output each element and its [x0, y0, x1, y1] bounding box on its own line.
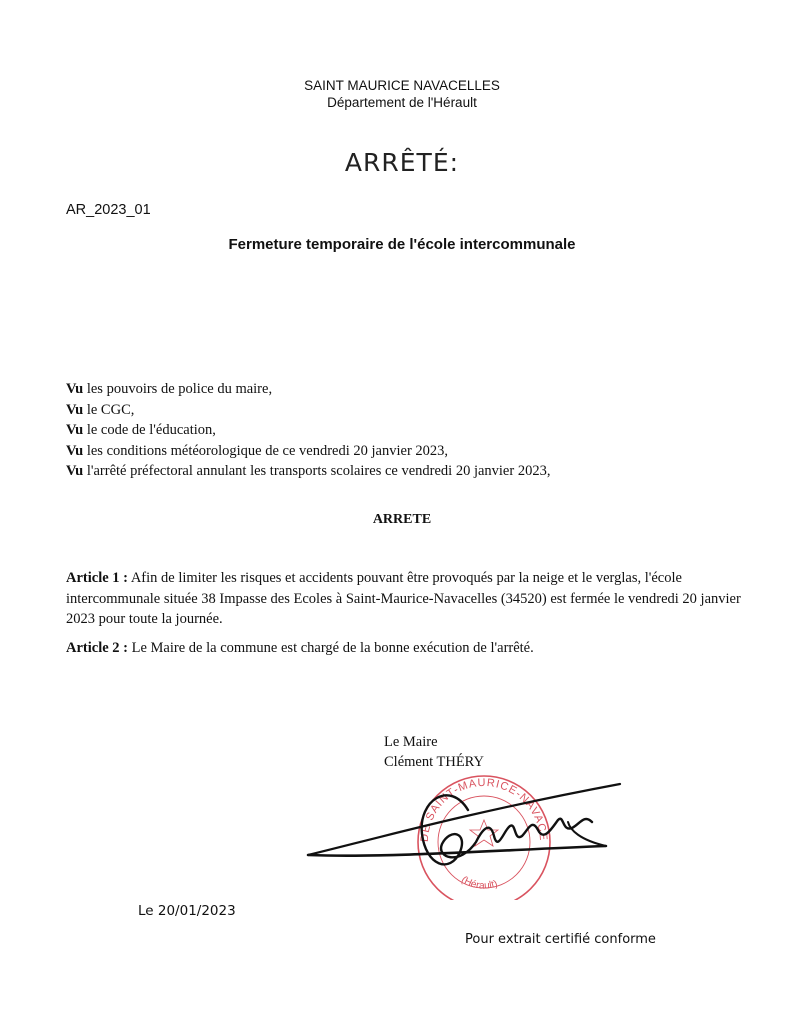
department-name: Département de l'Hérault — [327, 95, 477, 110]
consideration-prefix: Vu — [66, 422, 84, 439]
signatory-role: Le Maire — [384, 734, 438, 750]
document-date: Le 20/01/2023 — [138, 903, 236, 919]
subject-heading: Fermeture temporaire de l'école intercommunale — [228, 236, 576, 253]
signatory-block — [384, 732, 484, 772]
article-text: Afin de limiter les risques et accidents pouvant être provoqués par la neige et le verglas, l'école intercommunale située 38 Impasse des Ecoles à Saint-Maurice-Navacelles (34520) est fermée le vendredi 20 janvier 2023 pour toute la journée. — [66, 570, 741, 628]
certification-note: Pour extrait certifié conforme — [465, 932, 656, 947]
consideration-item — [66, 400, 550, 421]
consideration-text: les conditions météorologique de ce vendredi 20 janvier 2023, — [83, 442, 449, 459]
consideration-text: l'arrêté préfectoral annulant les transports scolaires ce vendredi 20 janvier 2023, — [83, 463, 551, 480]
consideration-prefix: Vu — [66, 463, 84, 480]
stamp-text: DE SAINT-MAURICE-NAVACE — [418, 776, 550, 843]
article-text: Le Maire de la commune est chargé de la bonne exécution de l'arrêté. — [128, 640, 534, 656]
article-label: Article 2 : — [66, 640, 128, 656]
considerations-list — [66, 379, 550, 482]
consideration-item — [66, 461, 550, 482]
handwritten-signature — [300, 770, 640, 900]
consideration-item — [66, 379, 550, 400]
article-2 — [66, 638, 746, 659]
commune-name: SAINT MAURICE NAVACELLES — [304, 78, 500, 93]
document-title: ARRÊTÉ: — [344, 148, 460, 177]
consideration-item — [66, 441, 550, 462]
signature-and-stamp — [300, 770, 640, 900]
consideration-item — [66, 420, 550, 441]
stamp-subtext: (Hérault) — [459, 874, 499, 892]
consideration-text: le code de l'éducation, — [83, 422, 216, 439]
consideration-prefix: Vu — [66, 401, 84, 418]
consideration-prefix: Vu — [66, 442, 84, 459]
signatory-name: Clément THÉRY — [384, 754, 485, 770]
consideration-prefix: Vu — [66, 381, 84, 397]
article-label: Article 1 : — [66, 570, 128, 586]
article-1 — [66, 568, 746, 630]
decision-heading: ARRETE — [372, 512, 432, 527]
consideration-text: le CGC, — [83, 401, 135, 418]
reference-number: AR_2023_01 — [66, 202, 151, 218]
consideration-text: les pouvoirs de police du maire, — [83, 381, 273, 397]
